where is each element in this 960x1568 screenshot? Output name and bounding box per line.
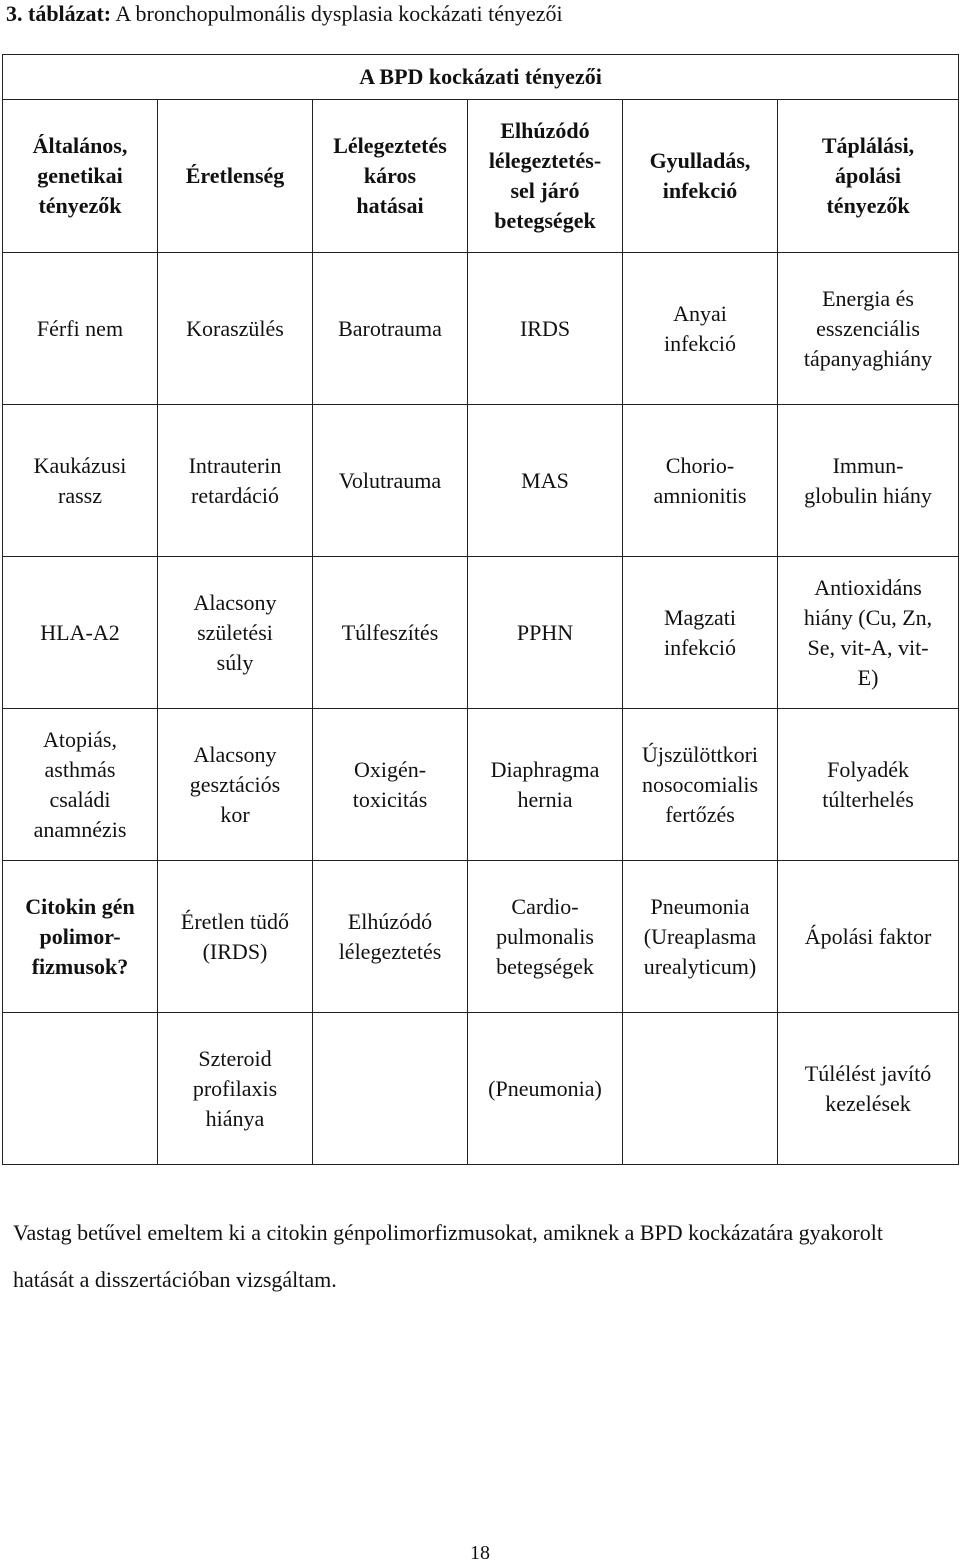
cell-line: (Ureaplasma [643, 923, 757, 949]
cell-line: Se, vit-A, vit- [807, 634, 929, 660]
table-cell [778, 709, 959, 861]
empty-cell [3, 1013, 158, 1165]
table-cell [3, 253, 158, 405]
column-header [468, 100, 623, 253]
cell-line: IRDS [519, 315, 571, 341]
cell-line: hatásai [356, 193, 424, 218]
table-number: 3. táblázat: [6, 1, 112, 26]
cell-line: Diaphragma [490, 756, 600, 782]
cell-line: gesztációs [189, 771, 281, 797]
cell-line: Elhúzódó [500, 118, 590, 143]
cell-line: Citokin gén [25, 893, 135, 919]
cell-line: amnionitis [653, 482, 747, 508]
cell-line: Antioxidáns [814, 574, 922, 600]
table-cell [778, 861, 959, 1013]
table-cell [313, 861, 468, 1013]
table-cell [623, 861, 778, 1013]
bpd-risk-factors-table [2, 54, 959, 1165]
cell-line: túlterhelés [822, 786, 914, 812]
cell-line: fizmusok? [31, 953, 129, 979]
table-row [3, 709, 959, 861]
table-cell [468, 253, 623, 405]
table-cell [468, 1013, 623, 1165]
table-cell [778, 1013, 959, 1165]
table-cell [623, 709, 778, 861]
cell-line: HLA-A2 [40, 619, 120, 645]
cell-line: születési [197, 619, 273, 645]
cell-line: Energia és [822, 285, 914, 311]
table-cell [468, 709, 623, 861]
cell-line: lélegeztetés [338, 938, 442, 964]
cell-line: Általános, [32, 133, 128, 158]
table-cell [158, 253, 313, 405]
cell-line: hiány (Cu, Zn, [803, 604, 933, 630]
cell-line: Oxigén- [353, 756, 427, 782]
table-row [3, 405, 959, 557]
cell-line: (IRDS) [202, 938, 268, 964]
cell-line: Kaukázusi [33, 452, 127, 478]
table-row [3, 557, 959, 709]
cell-line: Táplálási, [821, 133, 915, 158]
cell-line: Éretlen tüdő [180, 908, 290, 934]
cell-line: Intrauterin [188, 452, 282, 478]
cell-line: betegségek [496, 953, 594, 979]
cell-line: infekció [663, 330, 737, 356]
column-header [3, 100, 158, 253]
cell-line: infekció [662, 178, 738, 203]
cell-line: tényezők [826, 193, 910, 218]
cell-line: E) [857, 664, 879, 690]
column-header [158, 100, 313, 253]
cell-line: Atopiás, [43, 726, 117, 752]
cell-line: Immun- [832, 452, 904, 478]
cell-line: Volutrauma [338, 467, 442, 493]
cell-line: polimor- [39, 923, 121, 949]
table-row [3, 861, 959, 1013]
cell-line: Elhúzódó [347, 908, 433, 934]
cell-line: nosocomialis [641, 771, 759, 797]
cell-line: Gyulladás, [649, 148, 751, 173]
cell-line: Ápolási faktor [804, 923, 932, 949]
cell-line: ápolási [835, 163, 902, 188]
cell-line: esszenciális [816, 315, 920, 341]
table-cell [3, 557, 158, 709]
table-title: A BPD kockázati tényezői [3, 55, 959, 100]
cell-line: súly [216, 649, 254, 675]
table-caption [6, 0, 563, 28]
table-cell [158, 557, 313, 709]
cell-line: profilaxis [192, 1075, 278, 1101]
table-row [3, 253, 959, 405]
cell-line: Férfi nem [36, 315, 124, 341]
cell-line: Szteroid [198, 1045, 272, 1071]
column-header [313, 100, 468, 253]
cell-line: fertőzés [665, 801, 735, 827]
cell-line: hernia [517, 786, 573, 812]
table-row [3, 1013, 959, 1165]
cell-line: betegségek [494, 208, 596, 233]
table-cell [778, 557, 959, 709]
cell-line: (Pneumonia) [488, 1075, 602, 1101]
cell-line: urealyticum) [643, 953, 757, 979]
cell-line: tápanyaghiány [803, 345, 933, 371]
cell-line: Pneumonia [650, 893, 750, 919]
cell-line: MAS [521, 467, 569, 493]
cell-line: PPHN [516, 619, 574, 645]
empty-cell [623, 1013, 778, 1165]
cell-line: Cardio- [511, 893, 579, 919]
footnote: Vastag betűvel emeltem ki a citokin génpolimorfizmusokat, amiknek a BPD kockázatára gyakorolt hatását a disszertációban vizsgáltam. [13, 1220, 883, 1292]
table-cell [468, 405, 623, 557]
table-cell [623, 253, 778, 405]
table-caption-text: A bronchopulmonális dysplasia kockázati tényezői [111, 1, 563, 26]
cell-line: Alacsony [193, 741, 277, 767]
cell-line: családi [49, 786, 111, 812]
cell-line: lélegeztetés- [488, 148, 602, 173]
cell-line: Lélegeztetés [333, 133, 447, 158]
cell-line: pulmonalis [496, 923, 594, 949]
table-cell [313, 253, 468, 405]
table-cell [623, 557, 778, 709]
title-row [3, 55, 959, 100]
table-cell [313, 709, 468, 861]
table-cell [623, 405, 778, 557]
table-cell [313, 557, 468, 709]
cell-line: káros [363, 163, 417, 188]
table-cell [158, 709, 313, 861]
table-cell [468, 557, 623, 709]
cell-line: toxicitás [352, 786, 428, 812]
table-cell [468, 861, 623, 1013]
page-number: 18 [470, 1542, 490, 1564]
cell-line: Chorio- [665, 452, 735, 478]
cell-line: Alacsony [193, 589, 277, 615]
table-cell [3, 709, 158, 861]
cell-line: Koraszülés [186, 315, 284, 341]
cell-line: rassz [58, 482, 102, 508]
table-cell [158, 405, 313, 557]
table-cell [778, 405, 959, 557]
header-row [3, 100, 959, 253]
column-header [778, 100, 959, 253]
cell-line: Barotrauma [338, 315, 442, 341]
table-cell [3, 861, 158, 1013]
table-cell [158, 861, 313, 1013]
cell-line: Magzati [663, 604, 737, 630]
cell-line: kezelések [825, 1090, 911, 1116]
column-header [623, 100, 778, 253]
empty-cell [313, 1013, 468, 1165]
table-cell [778, 253, 959, 405]
cell-line: Túlfeszítés [341, 619, 439, 645]
table-cell [313, 405, 468, 557]
cell-line: hiánya [205, 1105, 265, 1131]
cell-line: Túlélést javító [804, 1060, 932, 1086]
cell-line: Újszülöttkori [641, 741, 759, 767]
cell-line: tényezők [38, 193, 122, 218]
cell-line: anamnézis [33, 816, 127, 842]
cell-line: Éretlenség [185, 163, 285, 188]
cell-line: Folyadék [827, 756, 909, 782]
table-cell [3, 405, 158, 557]
cell-line: sel járó [510, 178, 580, 203]
cell-line: Anyai [673, 300, 727, 326]
table-cell [158, 1013, 313, 1165]
cell-line: kor [220, 801, 250, 827]
cell-line: asthmás [44, 756, 116, 782]
cell-line: retardáció [191, 482, 279, 508]
cell-line: infekció [663, 634, 737, 660]
cell-line: globulin hiány [804, 482, 932, 508]
cell-line: genetikai [37, 163, 123, 188]
